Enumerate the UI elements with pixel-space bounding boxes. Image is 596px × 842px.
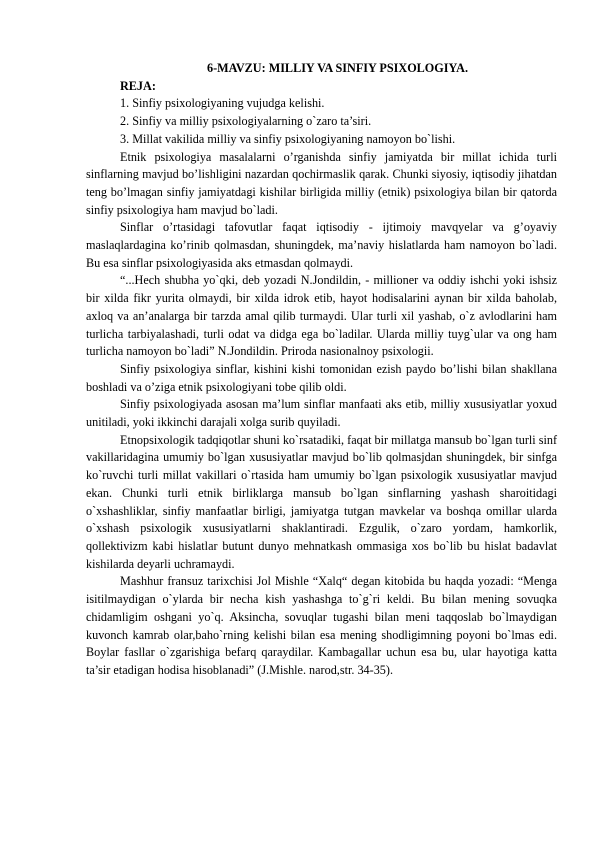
quote-paragraph: Mashhur fransuz tarixchisi Jol Mishle “Xalq“ degan kitobida bu haqda yozadi: “Menga isitilmaydigan o`ylarda bir necha kish yashashga to`g`ri keldi. Bu bilan mening sovuqka chidamligim oshgani yo`q. Aksincha, sovuqlar tugashi bilan meni taqqoslab bo`lmaydigan kuvonch kamrab olar,baho`rning kelishi bilan esa mening shodligimning poyoni bo`lmas edi. Boylar fasllar o`zgarishiga befarq qaraydilar. Kambagallar uchun esa bu, ular hayotiga katta ta’sir etadigan hodisa hisoblanadi” (J.Mishle. narod,str. 34-35). bbox=[86, 574, 557, 677]
plan-heading: REJA: bbox=[120, 78, 156, 93]
body-paragraph: Sinfiy psixologiya sinflar, kishini kishi tomonidan ezish paydo bo’lishi bilan shakllana boshladi va o’ziga etnik psixologiyani tobe qilib oldi. bbox=[86, 361, 557, 394]
body-paragraph: Sinflar o’rtasidagi tafovutlar faqat iqtisodiy - ijtimoiy mavqyelar va g’oyaviy maslaqlardagina ko’rinib qolmasdan, shuningdek, ma’naviy hislatlarda ham namoyon bo`ladi. Bu esa sinflar psixologiyasida aks etmasdan qolmaydi. bbox=[86, 220, 557, 270]
body-paragraph: Etnik psixologiya masalalarni o’rganishda sinfiy jamiyatda bir millat ichida turli sinflarning mavjud bo’lishligini nazardan qochirmaslik qarak. Chunki siyosiy, iqtisodiy jihatdan teng bo’lmagan sinfiy jamiyatdagi kishilar birligida milliy (etnik) psixologiya bilan bir qatorda sinfiy psixologiya ham mavjud bo`ladi. bbox=[86, 149, 557, 217]
body-paragraph: Sinfiy psixologiyada asosan ma’lum sinflar manfaati aks etib, milliy xususiyatlar yoxud unitiladi, yoki ikkinchi darajali xolga surib quyiladi. bbox=[86, 397, 557, 430]
document-title: 6-MAVZU: MILLIY VA SINFIY PSIXOLOGIYA. bbox=[206, 61, 469, 75]
body-paragraph: Etnopsixologik tadqiqotlar shuni ko`rsatadiki, faqat bir millatga mansub bo`lgan turli sinf vakillaridagina umumiy bo`lgan xususiyatlar mavjud bo`lib qolmasjdan shuningdek, bir sinfga ko`ruvchi turli millat vakillari o`rtasida ham umumiy bo`lgan psixologik xususiyatlar mavjud ekan. Chunki turli etnik birliklarga mansub bo`lgan sinflarning yashash sharoitidagi o`xshashliklar, sinfiy manfaatlar birligi, jamiyatga tutgan mavkelar va boshqa omillar ularda o`xshash psixologik xususiyatlarni shaklantiradi. Ezgulik, o`zaro yordam, hamkorlik, qollektivizm kabi hislatlar butunt dunyo mehnatkash ommasiga xos bo`lib bu hislat badavlat kishilarda deyarli uchramaydi. bbox=[86, 432, 557, 571]
plan-item: 2. Sinfiy va milliy psixologiyalarning o`zaro ta’siri. bbox=[120, 114, 372, 129]
document-page bbox=[86, 60, 557, 680]
quote-paragraph: “...Hech shubha yo`qki, deb yozadi N.Jondildin, - millioner va oddiy ishchi yoki ishsiz bir xilda fikr yurita olmaydi, bir xilda idrok etib, hayot hodisalarini aynan bir xilda baholab, axloq va an’analarga bir tarzda amal qilib turmaydi. Ular turli xil yashab, o`z avlodlarini ham turlicha tarbiyalashadi, turli odat va didga ega bo`ladilar. Ularda milliy tuyg`ular va ong ham turlicha namoyon bo`ladi” N.Jondildin. Priroda nasionalnoy psixologii. bbox=[86, 273, 557, 359]
plan-item: 1. Sinfiy psixologiyaning vujudga kelishi. bbox=[120, 96, 325, 111]
plan-item: 3. Millat vakilida milliy va sinfiy psixologiyaning namoyon bo`lishi. bbox=[120, 131, 456, 146]
